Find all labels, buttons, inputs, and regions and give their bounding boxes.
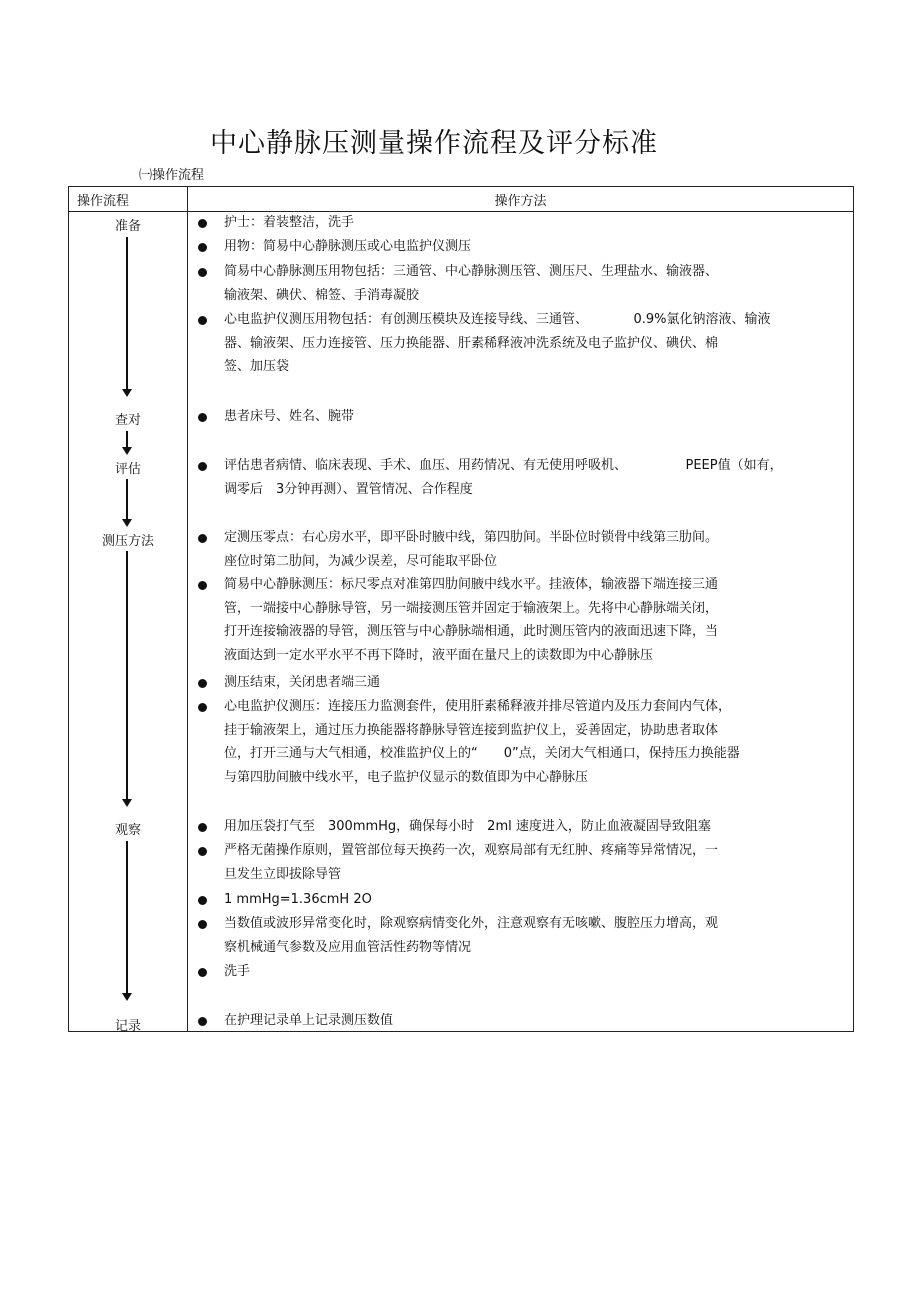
list-item: 患者床号、姓名、腕带 [195, 405, 354, 429]
bullet-icon [198, 462, 207, 471]
list-item: 评估患者病情、临床表现、手术、血压、用药情况、有无使用呼吸机、 PEEP值（如有， 调零后 3分钟再测）、置管情况、合作程度 [195, 454, 783, 501]
bullet-icon [198, 703, 207, 712]
bullet-icon [198, 920, 207, 929]
bullet-icon [198, 243, 207, 252]
bullet-icon [198, 316, 207, 325]
bullet-icon [198, 679, 207, 688]
list-item: 洗手 [195, 960, 250, 984]
list-item: 测压结束，关闭患者端三通 [195, 671, 380, 695]
list-item: 严格无菌操作原则，置管部位每天换药一次，观察局部有无红肿、疼痛等异常情况，一 旦发生立即拔除导管 [195, 839, 718, 886]
list-item: 当数值或波形异常变化时，除观察病情变化外，注意观察有无咳嗽、腹腔压力增高，观 察机械通气参数及应用血管活性药物等情况 [195, 912, 718, 959]
bullet-icon [198, 1017, 207, 1026]
flow-arrow [126, 551, 128, 801]
bullet-icon [198, 534, 207, 543]
list-item: 定测压零点：右心房水平，即平卧时腋中线，第四肋间。半卧位时锁骨中线第三肋间。 座位时第二肋间，为减少误差，尽可能取平卧位 [195, 526, 718, 573]
flow-arrow [126, 479, 128, 521]
header-divider [69, 211, 853, 212]
list-item: 简易中心静脉测压：标尺零点对准第四肋间腋中线水平。挂液体，输液器下端连接三通 管，一端接中心静脉导管，另一端接测压管并固定于输液架上。先将中心静脉端关闭， 打开连接输液器的导管，测压管与中心静脉端相通，此时测压管内的液面迅速下降，当 液面达到一定水平水平不再下降时，液平面在量尺上的读数即为中心静脉压 [195, 573, 718, 667]
list-item: 用加压袋打气至 300mmHg，确保每小时 2ml 速度进入，防止血液凝固导致阻塞 [195, 815, 711, 839]
bullet-icon [198, 413, 207, 422]
list-item: 心电监护仪测压：连接压力监测套件，使用肝素稀释液并排尽管道内及压力套间内气体， 挂于输液架上，通过压力换能器将静脉导管连接到监护仪上，妥善固定，协助患者取体 位，打开三通与大气相通，校准监护仪上的“ 0”点，关闭大气相通口，保持压力换能器 与第四肋间腋中线水平，电子监护仪显示的数值即为中心静脉压 [195, 695, 740, 789]
column-divider [187, 187, 188, 1031]
header-method: 操作方法 [494, 194, 547, 209]
bullet-icon [198, 219, 207, 228]
section-subtitle: ㈠操作流程 [139, 168, 205, 183]
step-method: 测压方法 [101, 534, 154, 549]
flow-arrow [126, 237, 128, 391]
bullet-icon [198, 268, 207, 277]
list-item: 在护理记录单上记录测压数值 [195, 1009, 393, 1033]
list-item: 1 mmHg=1.36cmH 2O [195, 888, 372, 912]
procedure-table [68, 186, 854, 1032]
step-prepare: 准备 [114, 219, 141, 234]
list-item: 用物：简易中心静脉测压或心电监护仪测压 [195, 235, 471, 259]
page-title: 中心静脉压测量操作流程及评分标准 [210, 128, 658, 159]
step-observe: 观察 [114, 823, 141, 838]
flow-arrow [126, 431, 128, 449]
bullet-icon [198, 581, 207, 590]
list-item: 心电监护仪测压用物包括：有创测压模块及连接导线、三通管、 0.9%氯化钠溶液、输液 器、输液架、压力连接管、压力换能器、肝素稀释液冲洗系统及电子监护仪、碘伏、棉 签、加压袋 [195, 308, 771, 379]
step-assess: 评估 [114, 462, 141, 477]
step-check: 查对 [114, 413, 141, 428]
bullet-icon [198, 896, 207, 905]
bullet-icon [198, 847, 207, 856]
bullet-icon [198, 968, 207, 977]
header-procedure: 操作流程 [77, 194, 130, 209]
list-item: 简易中心静脉测压用物包括：三通管、中心静脉测压管、测压尺、生理盐水、输液器、 输液架、碘伏、棉签、手消毒凝胶 [195, 260, 718, 307]
list-item: 护士：着装整洁，洗手 [195, 211, 354, 235]
step-record: 记录 [114, 1019, 141, 1034]
bullet-icon [198, 823, 207, 832]
flow-arrow [126, 841, 128, 995]
